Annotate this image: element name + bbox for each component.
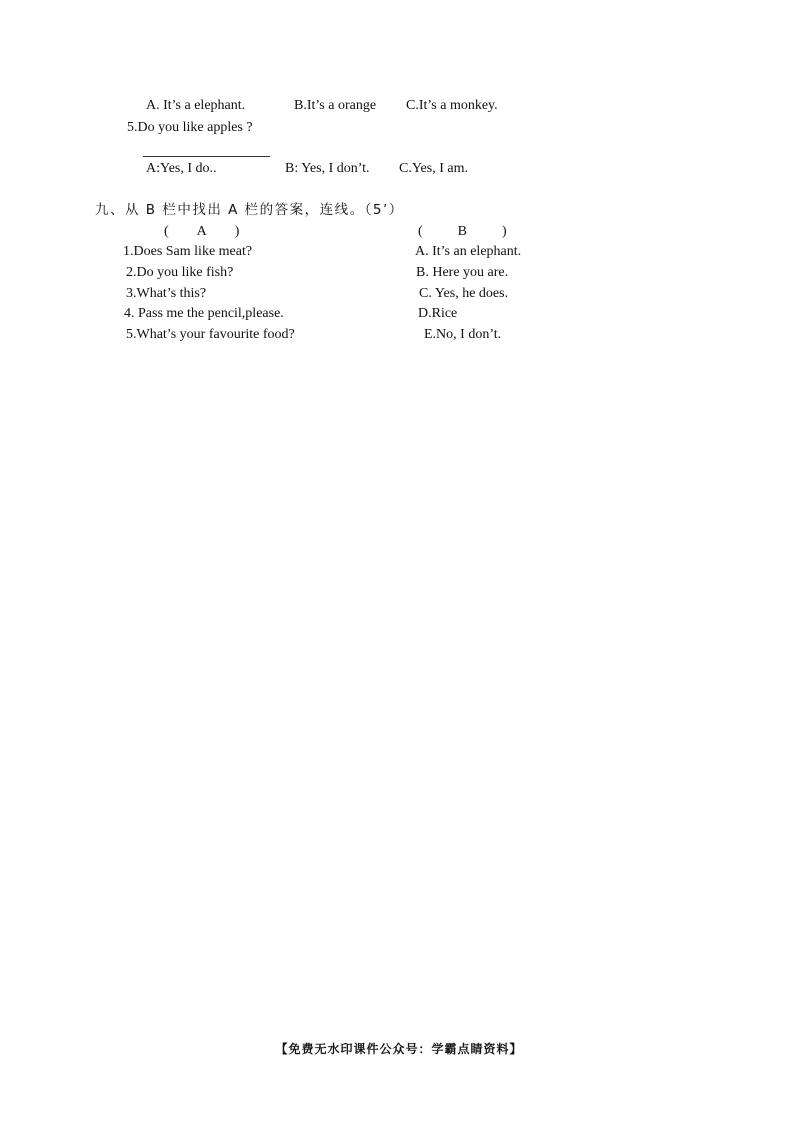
question5-prompt: 5.Do you like apples ?: [127, 120, 253, 135]
column-b-label: B: [457, 224, 468, 239]
column-a-label: A: [196, 224, 207, 239]
column-a-header: [164, 223, 239, 241]
question5-option-a: A:Yes, I do..: [146, 161, 217, 176]
column-b-item: E.No, I don’t.: [424, 327, 502, 342]
column-b-item: C. Yes, he does.: [419, 286, 509, 301]
question5-option-b: B: Yes, I don’t.: [285, 161, 370, 176]
column-a-item: 2.Do you like fish?: [126, 265, 234, 280]
column-a-item: 5.What’s your favourite food?: [126, 327, 295, 342]
column-b-item: B. Here you are.: [416, 265, 509, 280]
column-b-item: D.Rice: [418, 306, 458, 321]
column-a-close-paren: ): [234, 224, 240, 239]
page-footer: 【免费无水印课件公众号：学霸点睛资料】: [275, 1042, 523, 1056]
column-a-open-paren: (: [164, 224, 169, 239]
question4-option-c: C.It’s a monkey.: [406, 98, 498, 113]
question5-answer-blank: [143, 156, 270, 157]
column-b-item: A. It’s an elephant.: [415, 244, 522, 259]
question4-option-b: B.It’s a orange: [294, 98, 377, 113]
column-a-item: 4. Pass me the pencil,please.: [124, 306, 284, 321]
question5-option-c: C.Yes, I am.: [399, 161, 468, 176]
question4-option-a: A. It’s a elephant.: [146, 98, 246, 113]
column-a-item: 3.What’s this?: [126, 286, 207, 301]
column-b-open-paren: (: [418, 224, 423, 239]
column-a-item: 1.Does Sam like meat?: [123, 244, 253, 259]
column-b-header: [418, 223, 507, 241]
section9-heading: 九、从 B 栏中找出 A 栏的答案，连线。（5’）: [95, 202, 404, 218]
column-b-close-paren: ): [502, 224, 507, 239]
